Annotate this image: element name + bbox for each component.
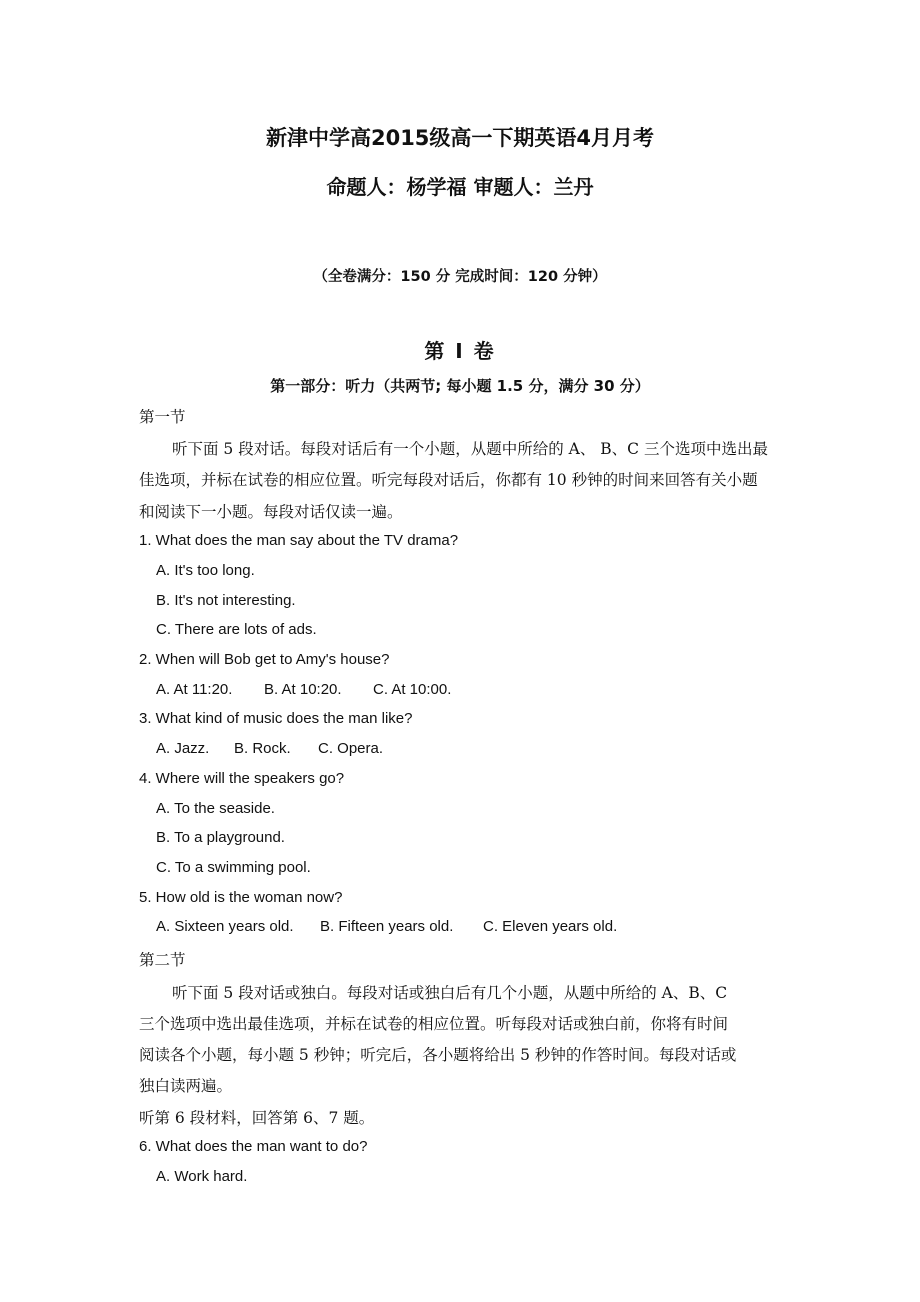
q3-option-b: B. Rock. — [234, 740, 291, 757]
question-1: 1. What does the man say about the TV drama? — [139, 532, 459, 549]
q6-option-a: A. Work hard. — [156, 1168, 248, 1185]
q1-option-a: A. It's too long. — [156, 562, 255, 579]
volume-heading: 第 I 卷 — [424, 339, 496, 363]
section2-instruction-line4: 独白读两遍。 — [139, 1077, 233, 1095]
q4-option-c: C. To a swimming pool. — [156, 859, 311, 876]
q4-option-a: A. To the seaside. — [156, 800, 275, 817]
question-4: 4. Where will the speakers go? — [139, 770, 345, 787]
section1-instruction-line3: 和阅读下一小题。每段对话仅读一遍。 — [139, 503, 403, 521]
exam-info: （全卷满分：150 分 完成时间：120 分钟） — [313, 269, 607, 285]
q5-option-a: A. Sixteen years old. — [156, 918, 294, 935]
section2-instruction-line1: 听下面 5 段对话或独白。每段对话或独白后有几个小题，从题中所给的 A、B、C — [172, 984, 728, 1002]
section1-instruction-line2: 佳选项，并标在试卷的相应位置。听完每段对话后，你都有 10 秒钟的时间来回答有关小题 — [139, 471, 758, 489]
section2-label: 第二节 — [139, 951, 186, 969]
q2-option-b: B. At 10:20. — [264, 681, 342, 698]
q5-option-b: B. Fifteen years old. — [320, 918, 454, 935]
section1-instruction-line1: 听下面 5 段对话。每段对话后有一个小题，从题中所给的 A、 B、C 三个选项中选出最 — [172, 440, 768, 458]
q3-option-c: C. Opera. — [318, 740, 384, 757]
q2-option-c: C. At 10:00. — [373, 681, 452, 698]
q5-option-c: C. Eleven years old. — [483, 918, 618, 935]
section1-label: 第一节 — [139, 408, 186, 426]
q1-option-b: B. It's not interesting. — [156, 592, 296, 609]
q2-option-a: A. At 11:20. — [156, 681, 233, 698]
question-3: 3. What kind of music does the man like? — [139, 710, 413, 727]
section2-instruction-line2: 三个选项中选出最佳选项，并标在试卷的相应位置。听每段对话或独白前，你将有时间 — [139, 1015, 729, 1033]
q1-option-c: C. There are lots of ads. — [156, 621, 317, 638]
question-6: 6. What does the man want to do? — [139, 1138, 368, 1155]
section2-instruction-line3: 阅读各个小题，每小题 5 秒钟；听完后，各小题将给出 5 秒钟的作答时间。每段对话或 — [139, 1046, 737, 1064]
authors-line: 命题人：杨学福 审题人：兰丹 — [326, 175, 594, 199]
q4-option-b: B. To a playground. — [156, 829, 285, 846]
question-5: 5. How old is the woman now? — [139, 889, 343, 906]
part1-heading: 第一部分：听力（共两节; 每小题 1.5 分，满分 30 分） — [270, 377, 650, 395]
material-6-note: 听第 6 段材料，回答第 6、7 题。 — [139, 1109, 375, 1127]
question-2: 2. When will Bob get to Amy's house? — [139, 651, 390, 668]
exam-title: 新津中学高2015级高一下期英语4月月考 — [265, 126, 655, 150]
q3-option-a: A. Jazz. — [156, 740, 210, 757]
